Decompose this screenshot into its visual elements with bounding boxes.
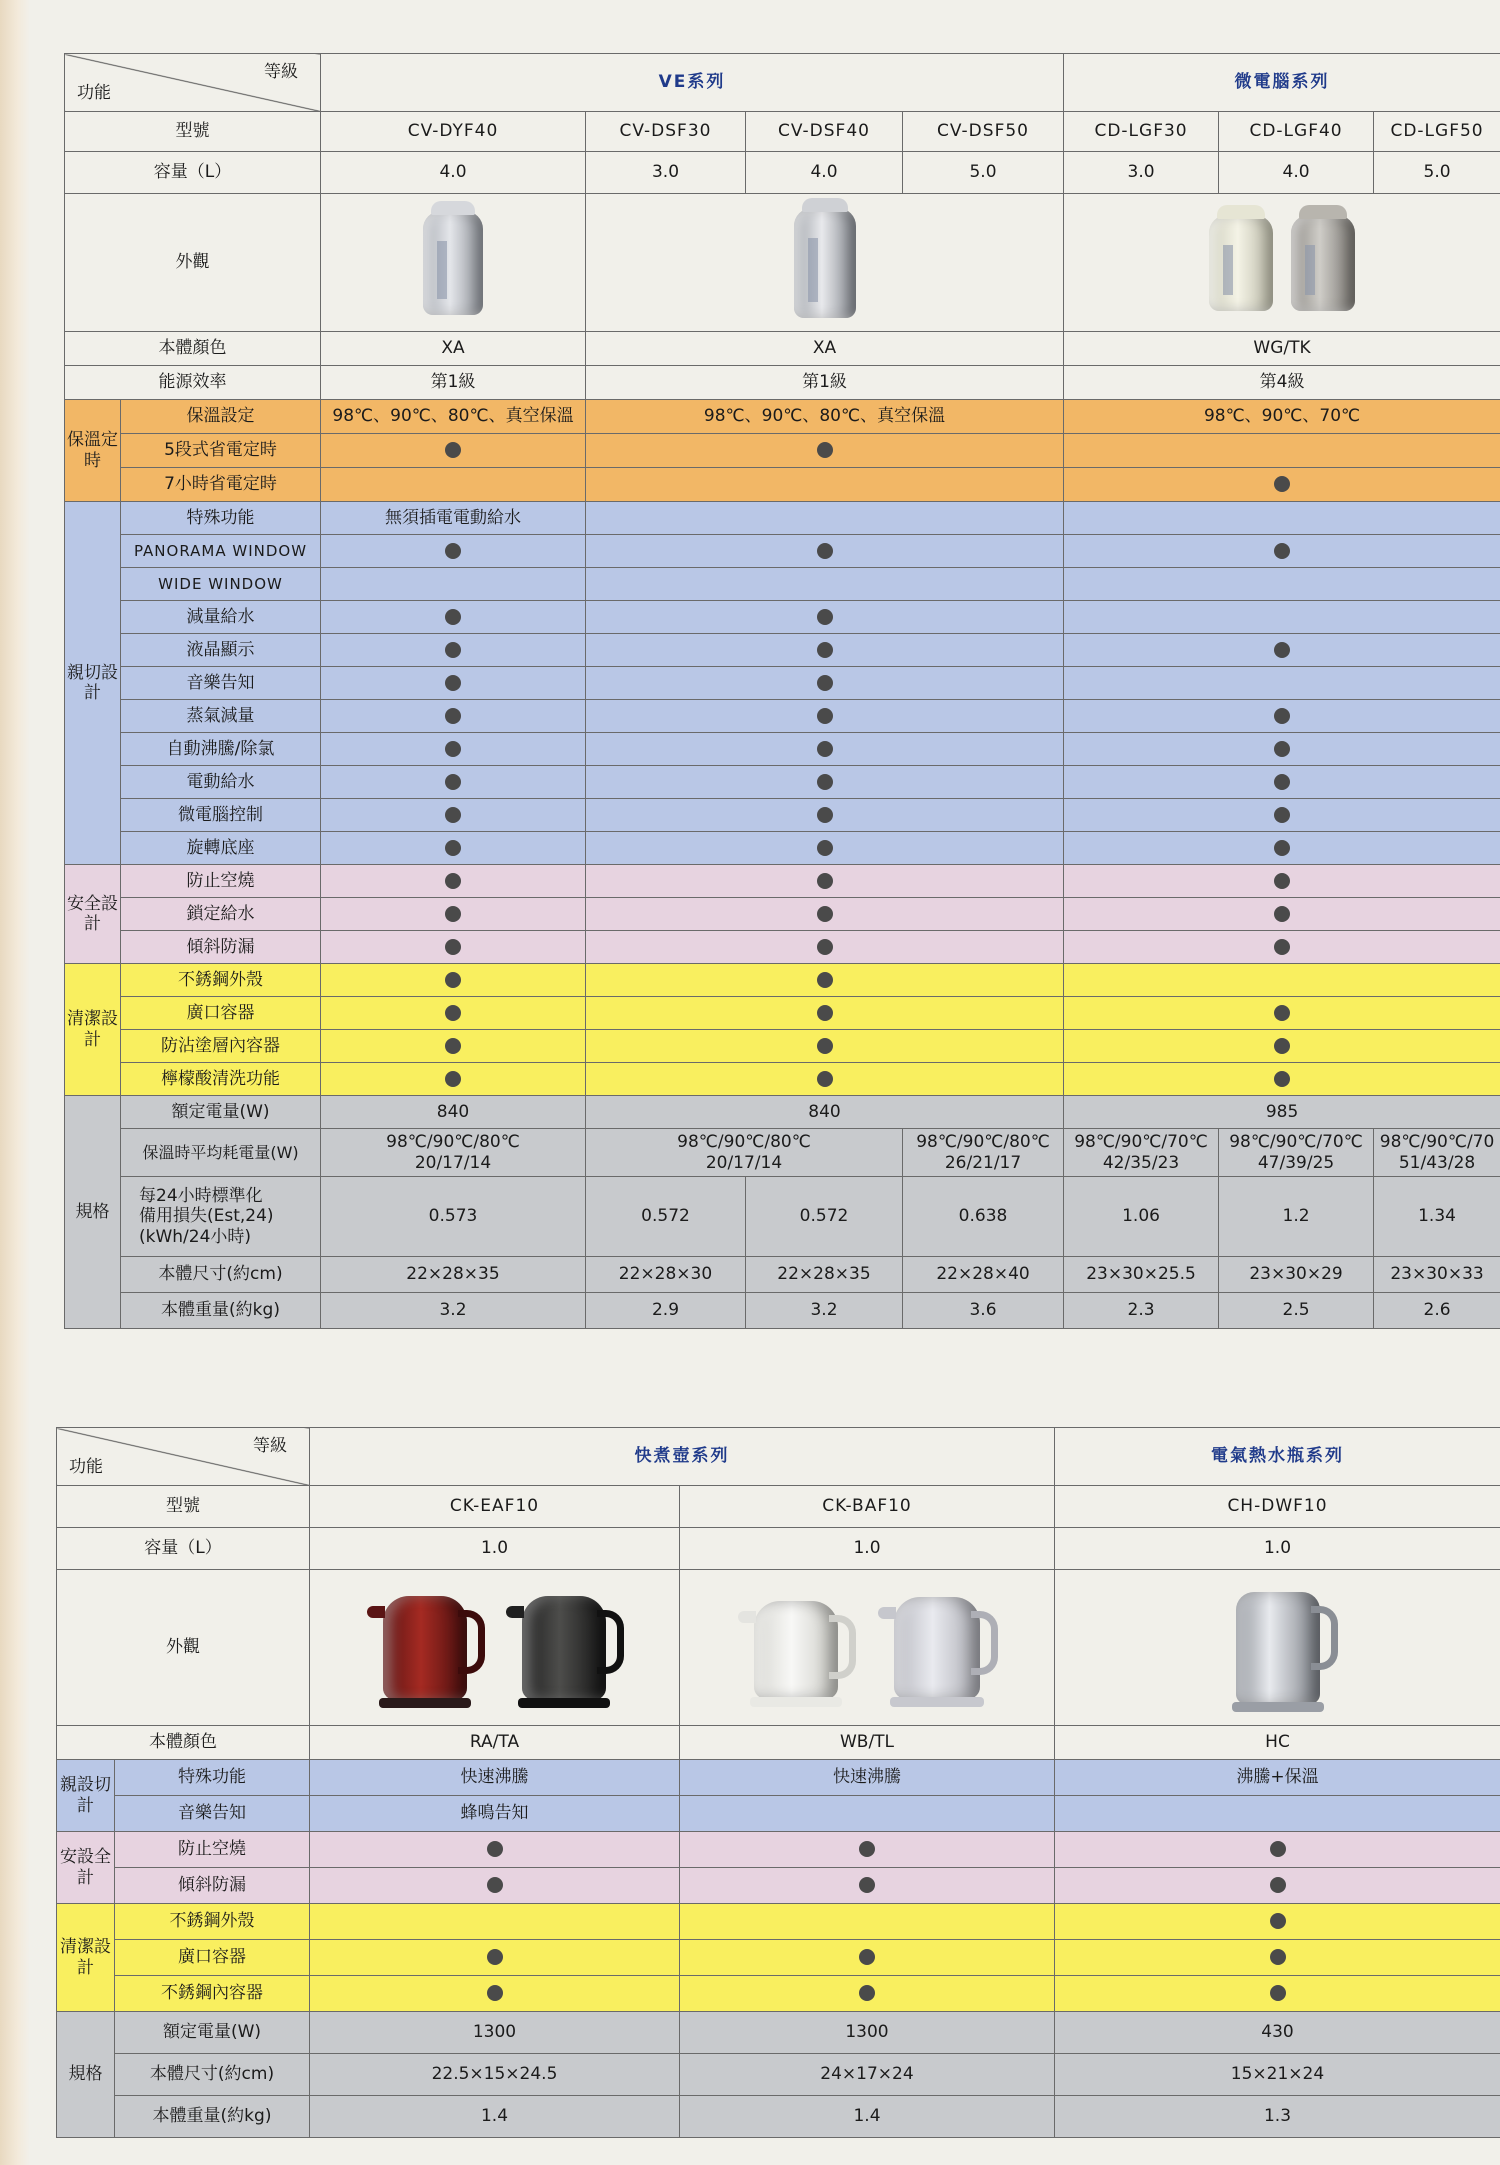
capacity-cell: 1.0: [680, 1528, 1055, 1570]
kettle-image: [383, 1596, 467, 1700]
feature-dot: [487, 1841, 503, 1857]
function-label: 功能: [69, 1456, 103, 1477]
feature-cell: [586, 931, 1064, 964]
model-cell: CD-LGF40: [1219, 112, 1374, 152]
model-cell: CD-LGF50: [1374, 112, 1500, 152]
standby-cell: 1.2: [1219, 1177, 1374, 1257]
power-cell: 1300: [310, 2012, 680, 2054]
category-clean: 清潔設計: [57, 1904, 115, 2012]
shell-label: 不銹鋼外殼: [115, 1904, 310, 1940]
feature-dot: [487, 1949, 503, 1965]
feature-cell: [1064, 898, 1500, 931]
avg-power-cell: 98℃/90℃/80℃ 26/21/17: [903, 1129, 1064, 1177]
feature-cell: [586, 434, 1064, 468]
rotate-label: 旋轉底座: [121, 832, 321, 865]
feature-cell: [586, 766, 1064, 799]
header-corner: [65, 54, 321, 112]
feature-cell: [1055, 1940, 1500, 1976]
standby-loss-label: 每24小時標準化 備用損失(Est,24) (kWh/24小時): [121, 1177, 321, 1257]
feature-dot: [817, 1071, 833, 1087]
weight-cell: 2.5: [1219, 1293, 1374, 1329]
model-cell: CK-EAF10: [310, 1486, 680, 1528]
inner-label: 不銹鋼內容器: [115, 1976, 310, 2012]
standby-cell: 1.06: [1064, 1177, 1219, 1257]
weight-cell: 2.9: [586, 1293, 746, 1329]
feature-cell: [586, 865, 1064, 898]
feature-cell: [321, 766, 586, 799]
timer5-label: 5段式省電定時: [121, 434, 321, 468]
feature-cell: [1064, 733, 1500, 766]
feature-dot: [445, 1071, 461, 1087]
grade-label: 等級: [264, 62, 298, 82]
feature-dot: [487, 1877, 503, 1893]
weight-cell: 2.3: [1064, 1293, 1219, 1329]
category-keep-warm: 保溫定時: [65, 400, 121, 502]
coat-label: 防沾塗層內容器: [121, 1030, 321, 1063]
category-friendly-design: 親設切計: [57, 1760, 115, 1832]
feature-cell: [1064, 832, 1500, 865]
standby-cell: 0.638: [903, 1177, 1064, 1257]
feature-dot: [445, 442, 461, 458]
size-label: 本體尺寸(約cm): [121, 1257, 321, 1293]
weight-cell: 3.2: [746, 1293, 903, 1329]
avg-power-cell: 98℃/90℃/80℃ 20/17/14: [321, 1129, 586, 1177]
power-cell: 430: [1055, 2012, 1500, 2054]
weight-cell: 3.6: [903, 1293, 1064, 1329]
feature-cell: [1064, 865, 1500, 898]
lock-label: 鎖定給水: [121, 898, 321, 931]
special-cell: 快速沸騰: [310, 1760, 680, 1796]
music-label: 音樂告知: [115, 1796, 310, 1832]
wide-window-label: WIDE WINDOW: [121, 568, 321, 601]
thermo-pot-image: [794, 208, 856, 318]
weight-label: 本體重量(約kg): [115, 2096, 310, 2138]
feature-cell: [321, 700, 586, 733]
size-cell: 15×21×24: [1055, 2054, 1500, 2096]
feature-dot: [817, 708, 833, 724]
feature-cell: [586, 634, 1064, 667]
feature-dot: [859, 1841, 875, 1857]
size-cell: 22.5×15×24.5: [310, 2054, 680, 2096]
feature-dot: [817, 1005, 833, 1021]
pump-label: 電動給水: [121, 766, 321, 799]
special-cell: 沸騰+保溫: [1055, 1760, 1500, 1796]
model-cell: CD-LGF30: [1064, 112, 1219, 152]
feature-dot: [1270, 1949, 1286, 1965]
power-label: 額定電量(W): [121, 1096, 321, 1129]
spec-table-kettles: [56, 1427, 1500, 2138]
feature-cell: [1055, 1796, 1500, 1832]
feature-dot: [1274, 1071, 1290, 1087]
product-image-ch-dwf10: [1055, 1570, 1500, 1726]
panorama-label: PANORAMA WINDOW: [121, 535, 321, 568]
appearance-label: 外觀: [65, 194, 321, 332]
avg-power-cell: 98℃/90℃/70℃ 42/35/23: [1064, 1129, 1219, 1177]
lcd-label: 液晶顯示: [121, 634, 321, 667]
feature-cell: [586, 832, 1064, 865]
tilt-label: 傾斜防漏: [115, 1868, 310, 1904]
size-cell: 22×28×35: [746, 1257, 903, 1293]
keep-warm-cell: 98℃、90℃、80℃、真空保溫: [321, 400, 586, 434]
feature-cell: [321, 865, 586, 898]
feature-cell: [1064, 434, 1500, 468]
feature-dot: [817, 840, 833, 856]
weight-cell: 1.4: [310, 2096, 680, 2138]
model-cell: CV-DSF30: [586, 112, 746, 152]
weight-cell: 2.6: [1374, 1293, 1500, 1329]
feature-cell: [321, 931, 586, 964]
feature-cell: [321, 468, 586, 502]
size-cell: 23×30×33: [1374, 1257, 1500, 1293]
feature-cell: [321, 568, 586, 601]
standby-cell: 0.572: [746, 1177, 903, 1257]
capacity-cell: 3.0: [1064, 152, 1219, 194]
steam-label: 蒸氣減量: [121, 700, 321, 733]
kettle-image: [522, 1596, 606, 1700]
mouth-label: 廣口容器: [115, 1940, 310, 1976]
feature-dot: [487, 1985, 503, 2001]
size-cell: 23×30×25.5: [1064, 1257, 1219, 1293]
category-spec: 規格: [57, 2012, 115, 2138]
color-cell: RA/TA: [310, 1726, 680, 1760]
feature-cell: [1064, 601, 1500, 634]
power-cell: 840: [321, 1096, 586, 1129]
category-safety: 安設全計: [57, 1832, 115, 1904]
feature-cell: [1055, 1904, 1500, 1940]
series-electric-pot: 電氣熱水瓶系列: [1055, 1428, 1500, 1486]
size-cell: 22×28×35: [321, 1257, 586, 1293]
feature-cell: [321, 733, 586, 766]
feature-cell: [321, 1063, 586, 1096]
standby-cell: 0.573: [321, 1177, 586, 1257]
feature-cell: [586, 997, 1064, 1030]
feature-dot: [817, 906, 833, 922]
feature-dot: [1270, 1841, 1286, 1857]
feature-dot: [817, 807, 833, 823]
feature-cell: [586, 1030, 1064, 1063]
dry-label: 防止空燒: [121, 865, 321, 898]
color-cell: HC: [1055, 1726, 1500, 1760]
standby-cell: 1.34: [1374, 1177, 1500, 1257]
feature-cell: [310, 1976, 680, 2012]
capacity-label: 容量（L）: [57, 1528, 310, 1570]
feature-cell: [1064, 634, 1500, 667]
feature-dot: [445, 741, 461, 757]
feature-dot: [1274, 939, 1290, 955]
feature-cell: [586, 799, 1064, 832]
feature-dot: [817, 741, 833, 757]
feature-dot: [1274, 642, 1290, 658]
timer7-label: 7小時省電定時: [121, 468, 321, 502]
thermo-pot-image: [1209, 215, 1273, 311]
feature-cell: [321, 832, 586, 865]
model-cell: CV-DSF40: [746, 112, 903, 152]
size-cell: 23×30×29: [1219, 1257, 1374, 1293]
feature-cell: [1064, 799, 1500, 832]
thermo-pot-image: [423, 211, 483, 315]
feature-cell: [310, 1940, 680, 1976]
power-cell: 985: [1064, 1096, 1500, 1129]
spec-table-thermo-pots: [64, 53, 1500, 1329]
model-cell: CH-DWF10: [1055, 1486, 1500, 1528]
size-cell: 22×28×30: [586, 1257, 746, 1293]
feature-dot: [1274, 543, 1290, 559]
category-clean: 清潔設計: [65, 964, 121, 1096]
feature-cell: [321, 601, 586, 634]
header-corner: [57, 1428, 310, 1486]
page-edge: [0, 0, 30, 2165]
thermo-pot-image: [1291, 215, 1355, 311]
micro-label: 微電腦控制: [121, 799, 321, 832]
feature-dot: [445, 609, 461, 625]
feature-cell: [586, 535, 1064, 568]
feature-cell: [680, 1904, 1055, 1940]
special-cell: 快速沸騰: [680, 1760, 1055, 1796]
feature-cell: [680, 1868, 1055, 1904]
capacity-cell: 5.0: [903, 152, 1064, 194]
feature-dot: [1270, 1985, 1286, 2001]
capacity-cell: 4.0: [1219, 152, 1374, 194]
avg-power-label: 保溫時平均耗電量(W): [121, 1129, 321, 1177]
efficiency-cell: 第1級: [321, 366, 586, 400]
feature-cell: [1064, 964, 1500, 997]
feature-cell: [586, 667, 1064, 700]
feature-dot: [1274, 840, 1290, 856]
model-label: 型號: [57, 1486, 310, 1528]
avg-power-cell: 98℃/90℃/70℃ 47/39/25: [1219, 1129, 1374, 1177]
feature-cell: [1064, 997, 1500, 1030]
feature-dot: [1274, 873, 1290, 889]
color-label: 本體顏色: [65, 332, 321, 366]
tilt-label: 傾斜防漏: [121, 931, 321, 964]
feature-dot: [817, 939, 833, 955]
keep-warm-cell: 98℃、90℃、70℃: [1064, 400, 1500, 434]
citric-label: 檸檬酸清洗功能: [121, 1063, 321, 1096]
feature-dot: [445, 972, 461, 988]
music-cell: 蜂鳴告知: [310, 1796, 680, 1832]
feature-cell: [321, 997, 586, 1030]
color-cell: XA: [321, 332, 586, 366]
special-label: 特殊功能: [115, 1760, 310, 1796]
feature-dot: [859, 1877, 875, 1893]
feature-dot: [1270, 1877, 1286, 1893]
feature-cell: [586, 568, 1064, 601]
keep-warm-cell: 98℃、90℃、80℃、真空保溫: [586, 400, 1064, 434]
feature-cell: [310, 1868, 680, 1904]
feature-cell: [1064, 667, 1500, 700]
special-label: 特殊功能: [121, 502, 321, 535]
weight-cell: 1.4: [680, 2096, 1055, 2138]
capacity-cell: 5.0: [1374, 152, 1500, 194]
feature-dot: [1274, 807, 1290, 823]
keep-warm-label: 保溫設定: [121, 400, 321, 434]
feature-cell: [1064, 700, 1500, 733]
color-cell: WB/TL: [680, 1726, 1055, 1760]
avg-power-cell: 98℃/90℃/80℃ 20/17/14: [586, 1129, 903, 1177]
shell-label: 不銹鋼外殼: [121, 964, 321, 997]
feature-dot: [445, 840, 461, 856]
capacity-label: 容量（L）: [65, 152, 321, 194]
music-label: 音樂告知: [121, 667, 321, 700]
feature-dot: [859, 1949, 875, 1965]
capacity-cell: 1.0: [310, 1528, 680, 1570]
color-cell: WG/TK: [1064, 332, 1500, 366]
feature-dot: [817, 774, 833, 790]
feature-cell: [586, 733, 1064, 766]
product-image-ck-eaf10: [310, 1570, 680, 1726]
capacity-cell: 4.0: [321, 152, 586, 194]
size-cell: 24×17×24: [680, 2054, 1055, 2096]
product-image-ck-baf10: [680, 1570, 1055, 1726]
category-friendly-design: 親切設計: [65, 502, 121, 865]
feature-cell: [1064, 766, 1500, 799]
grade-label: 等級: [253, 1436, 287, 1456]
color-label: 本體顏色: [57, 1726, 310, 1760]
special-cell: 無須插電電動給水: [321, 502, 586, 535]
capacity-cell: 1.0: [1055, 1528, 1500, 1570]
dry-label: 防止空燒: [115, 1832, 310, 1868]
model-cell: CV-DSF50: [903, 112, 1064, 152]
kettle-image: [754, 1601, 838, 1699]
boil-label: 自動沸騰/除氯: [121, 733, 321, 766]
feature-cell: [586, 964, 1064, 997]
weight-cell: 1.3: [1055, 2096, 1500, 2138]
feature-cell: [1064, 468, 1500, 502]
feature-dot: [817, 675, 833, 691]
feature-cell: [586, 468, 1064, 502]
model-cell: CK-BAF10: [680, 1486, 1055, 1528]
feature-dot: [1274, 774, 1290, 790]
color-cell: XA: [586, 332, 1064, 366]
feature-dot: [445, 1038, 461, 1054]
feature-dot: [817, 1038, 833, 1054]
feature-cell: [321, 964, 586, 997]
feature-cell: [1064, 931, 1500, 964]
feature-cell: [586, 1063, 1064, 1096]
mouth-label: 廣口容器: [121, 997, 321, 1030]
feature-cell: [1064, 502, 1500, 535]
feature-cell: [1064, 1063, 1500, 1096]
feature-cell: [1064, 568, 1500, 601]
size-cell: 22×28×40: [903, 1257, 1064, 1293]
series-kettle: 快煮壺系列: [310, 1428, 1055, 1486]
feature-dot: [445, 807, 461, 823]
feature-dot: [817, 609, 833, 625]
feature-dot: [445, 543, 461, 559]
capacity-cell: 4.0: [746, 152, 903, 194]
power-label: 額定電量(W): [115, 2012, 310, 2054]
feature-dot: [1274, 741, 1290, 757]
feature-cell: [680, 1832, 1055, 1868]
efficiency-cell: 第1級: [586, 366, 1064, 400]
feature-dot: [1274, 1005, 1290, 1021]
power-cell: 1300: [680, 2012, 1055, 2054]
feature-dot: [1274, 1038, 1290, 1054]
avg-power-cell: 98℃/90℃/70 51/43/28: [1374, 1129, 1500, 1177]
feature-cell: [310, 1904, 680, 1940]
feature-dot: [1274, 906, 1290, 922]
feature-dot: [1270, 1913, 1286, 1929]
series-ve: VE系列: [321, 54, 1064, 112]
product-image-cv-dyf40: [321, 194, 586, 332]
feature-dot: [445, 906, 461, 922]
feature-dot: [445, 642, 461, 658]
feature-cell: [1055, 1868, 1500, 1904]
model-cell: CV-DYF40: [321, 112, 586, 152]
category-spec: 規格: [65, 1096, 121, 1329]
product-image-cd-lgf: [1064, 194, 1500, 332]
feature-dot: [445, 675, 461, 691]
feature-dot: [445, 939, 461, 955]
feature-dot: [445, 873, 461, 889]
feature-dot: [445, 774, 461, 790]
capacity-cell: 3.0: [586, 152, 746, 194]
feature-dot: [445, 708, 461, 724]
feature-dot: [817, 873, 833, 889]
feature-cell: [1064, 1030, 1500, 1063]
function-label: 功能: [77, 82, 111, 103]
feature-dot: [817, 642, 833, 658]
feature-cell: [1064, 535, 1500, 568]
feature-cell: [680, 1796, 1055, 1832]
feature-cell: [586, 700, 1064, 733]
efficiency-label: 能源效率: [65, 366, 321, 400]
feature-cell: [321, 1030, 586, 1063]
feature-cell: [321, 799, 586, 832]
feature-dot: [445, 1005, 461, 1021]
product-image-cv-dsf: [586, 194, 1064, 332]
feature-cell: [310, 1832, 680, 1868]
efficiency-cell: 第4級: [1064, 366, 1500, 400]
feature-cell: [1055, 1976, 1500, 2012]
feature-cell: [586, 502, 1064, 535]
category-safety: 安全設計: [65, 865, 121, 964]
feature-cell: [321, 634, 586, 667]
feature-cell: [321, 898, 586, 931]
weight-label: 本體重量(約kg): [121, 1293, 321, 1329]
series-micro: 微電腦系列: [1064, 54, 1500, 112]
feature-dot: [817, 972, 833, 988]
power-cell: 840: [586, 1096, 1064, 1129]
feature-cell: [680, 1976, 1055, 2012]
feature-cell: [321, 434, 586, 468]
feature-cell: [321, 535, 586, 568]
feature-cell: [680, 1940, 1055, 1976]
feature-cell: [321, 667, 586, 700]
weight-cell: 3.2: [321, 1293, 586, 1329]
kettle-image: [894, 1597, 980, 1699]
appearance-label: 外觀: [57, 1570, 310, 1726]
feature-dot: [859, 1985, 875, 2001]
feature-dot: [1274, 708, 1290, 724]
feature-dot: [1274, 476, 1290, 492]
feature-cell: [586, 601, 1064, 634]
size-label: 本體尺寸(約cm): [115, 2054, 310, 2096]
feature-cell: [1055, 1832, 1500, 1868]
model-label: 型號: [65, 112, 321, 152]
electric-pot-image: [1236, 1592, 1320, 1704]
reduce-label: 減量給水: [121, 601, 321, 634]
feature-dot: [817, 543, 833, 559]
feature-dot: [817, 442, 833, 458]
standby-cell: 0.572: [586, 1177, 746, 1257]
feature-cell: [586, 898, 1064, 931]
